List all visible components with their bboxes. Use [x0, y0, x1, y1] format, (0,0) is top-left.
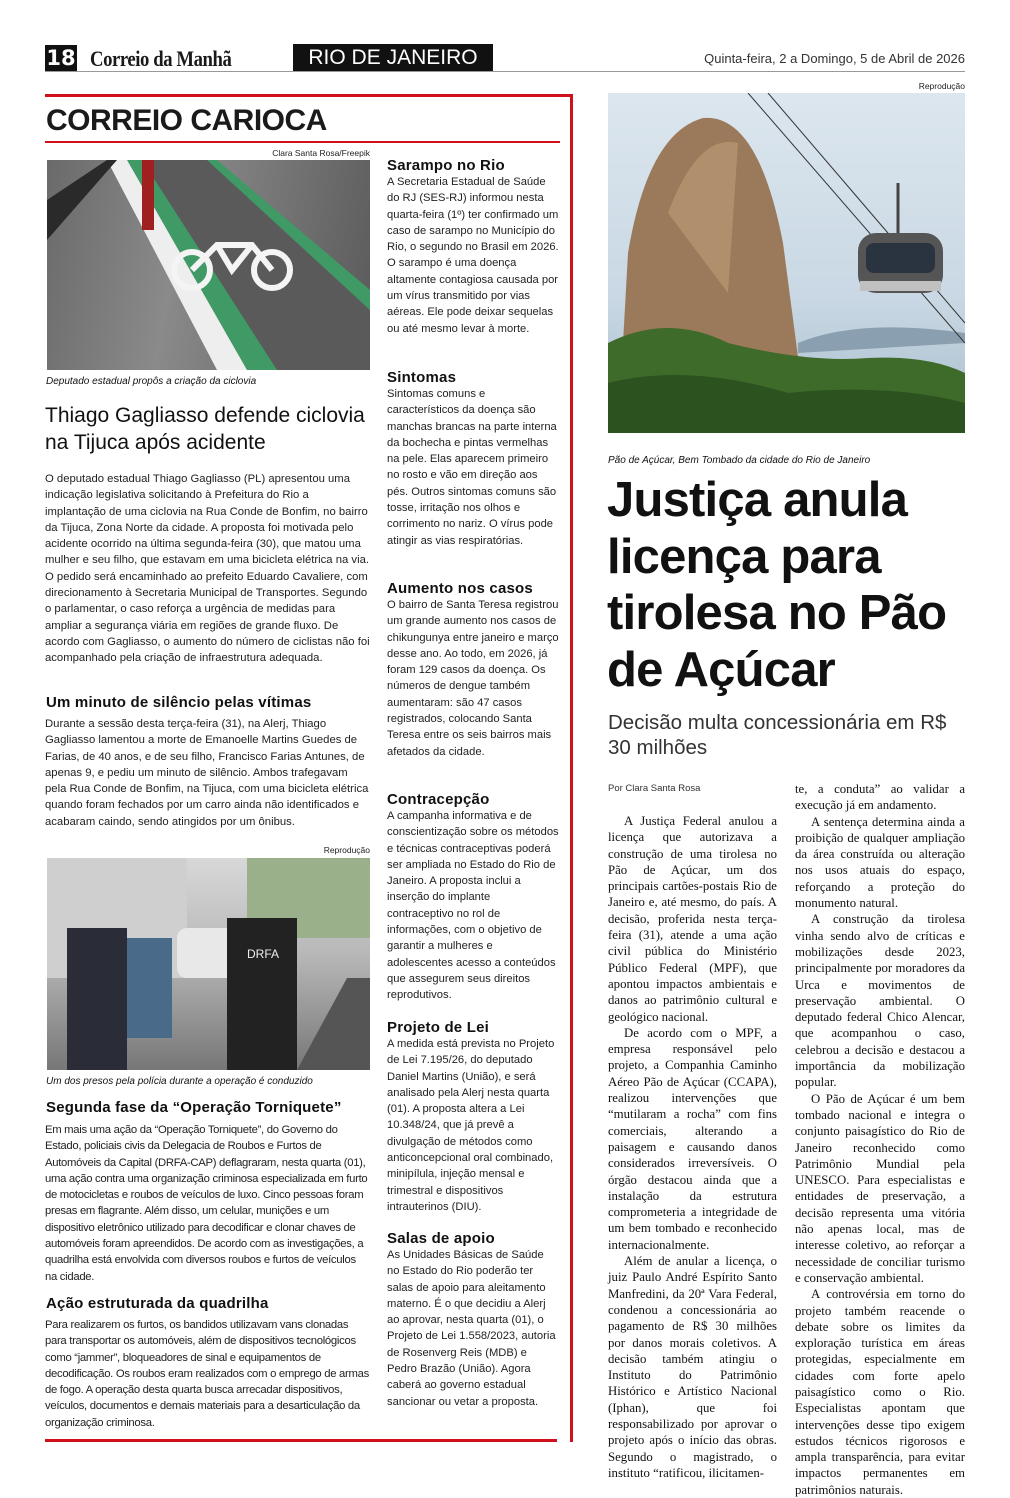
photo-credit: Reprodução	[323, 845, 370, 855]
column-title-rule	[45, 141, 560, 143]
note-text: A Secretaria Estadual de Saúde do RJ (SES-RJ) informou nesta quarta-feira (1º) ter confirmado um caso de sarampo no Município do Rio, o segundo no Brasil em 2026. O sarampo é uma doença altamente contagiosa causada por um vírus transmitido por vias aéreas. Ele pode deixar sequelas ou até mesmo levar à morte.	[387, 176, 559, 335]
note-title: Sintomas	[387, 369, 457, 386]
note-sintomas	[387, 369, 559, 580]
note-text: O bairro de Santa Teresa registrou um grande aumento nos casos de chikungunya entre janeiro e março desse ano. Ao todo, em 2026, já foram 129 casos da doença. Os números de dengue também aumentaram: são 47 casos registrados, colocando Santa Teresa entre os seis bairros mais afetados da cidade.	[387, 599, 559, 758]
notes-column	[387, 157, 559, 1410]
bike-lane-photo	[47, 160, 370, 370]
note-contracepcao	[387, 791, 559, 1019]
note-text: Sintomas comuns e característicos da doença são manchas brancas na parte interna da bochecha e pintas vermelhas na pele. Elas aparecem primeiro no rosto e vão em direção aos pés. Outros sintomas comuns são tosse, irritação nos olhos e corrimento no nariz. O vírus pode atingir as vias respiratórias.	[387, 388, 557, 547]
photo-caption: Um dos presos pela polícia durante a operação é conduzido	[46, 1076, 313, 1087]
story-headline: Thiago Gagliasso defende ciclovia na Tijuca após acidente	[45, 404, 365, 454]
article-paragraph: Além de anular a licença, o juiz Paulo André Espírito Santo Manfredini, da 20ª Vara Federal, condenou a concessionária ao pagamento de R$ 30 milhões por danos morais coletivos. A decisão também atingiu o Instituto do Patrimônio Histórico e Artístico Nacional (Iphan), que foi responsabilizado por aprovar o projeto após o início das obras. Segundo o magistrado, o instituto “ratificou, ilicitamen-	[608, 1254, 777, 1480]
box-border-top	[45, 94, 573, 97]
police-operation-photo	[47, 858, 370, 1070]
police-scene-illustration	[47, 858, 370, 1070]
story-body: Durante a sessão desta terça-feira (31), na Alerj, Thiago Gagliasso lamentou a morte de Emanoelle Martins Guedes de Farias, de 40 anos, e de seu filho, Francisco Farias Antunes, de apenas 9, e pediu um minuto de silêncio. Ambos trafegavam pela Rua Conde de Bonfim, na Tijuca, com uma bicicleta elétrica quando foram fechados por um carro ainda não identificados e acabaram caindo, sendo atingidos por um ônibus.	[45, 718, 369, 828]
sugarloaf-illustration	[608, 93, 965, 433]
vest-text: DRFA	[247, 947, 280, 961]
box-border-right	[570, 94, 573, 1442]
note-title: Projeto de Lei	[387, 1019, 489, 1036]
note-text: As Unidades Básicas de Saúde no Estado do Rio poderão ter salas de apoio para aleitamento materno. É o que decidiu a Alerj ao aprovar, nesta quarta (01), o Projeto de Lei 1.558/2023, autoria de Rosenverg Reis (MDB) e Pedro Brazão (União). Agora caberá ao governo estadual sancionar ou vetar a proposta.	[387, 1249, 556, 1408]
header-divider	[45, 71, 965, 72]
masthead-logo: Correio da Manhã	[90, 46, 232, 71]
note-title: Sarampo no Rio	[387, 157, 505, 174]
article-paragraph: A construção da tirolesa vinha sendo alvo de críticas e mobilizações desde 2023, principalmente por moradores da Urca e movimentos de preservação ambiental. O deputado federal Chico Alencar, que acompanhou o caso, celebrou a decisão e destacou a importância da mobilização popular.	[795, 912, 965, 1090]
story-body: Para realizarem os furtos, os bandidos utilizavam vans clonadas para transportar os automóveis, além de dispositivos tecnológicos como “jammer”, bloqueadores de sinal e equipamentos de decodificação. Os roubos eram realizados com o emprego de armas de fogo. A operação desta quarta busca arrecadar dispositivos, veículos, documentos e demais materiais para a desarticulação da organização criminosa.	[45, 1319, 369, 1429]
note-text: A medida está prevista no Projeto de Lei 7.195/26, do deputado Daniel Martins (União), e será analisado pela Alerj nesta quarta (01). A proposta altera a Lei 10.348/24, que já prevê a divulgação de métodos como anticoncepcional oral combinado, minipílula, injeção mensal e trimestral e dispositivos intrauterinos (DIU).	[387, 1038, 555, 1213]
photo-credit: Reprodução	[918, 81, 965, 91]
page-number: 18	[46, 46, 76, 70]
article-paragraph: O Pão de Açúcar é um bem tombado nacional e integra o conjunto paisagístico do Rio de Janeiro reconhecido como Patrimônio Mundial pela UNESCO. Para especialistas e entidades de preservação, a decisão representa uma vitória não apenas local, mas de interesse coletivo, ao reforçar a necessidade de conciliar turismo e conservação ambiental.	[795, 1091, 965, 1285]
edition-date: Quinta-feira, 2 a Domingo, 5 de Abril de 2026	[704, 51, 965, 66]
story-subhead: Segunda fase da “Operação Torniquete”	[46, 1099, 342, 1116]
article-paragraph: A Justiça Federal anulou a licença que autorizava a construção de uma tirolesa no Pão de Açúcar, um dos principais cartões-postais Rio de Janeiro e, até mesmo, do país. A decisão, proferida nesta terça-feira (31), atende a uma ação civil pública do Ministério Público Federal (MPF), que apontou impactos ambientais e danos ao patrimônio cultural e geológico nacional.	[608, 814, 777, 1024]
article-column-1	[608, 813, 777, 1481]
note-projeto	[387, 1019, 559, 1230]
story-body: Em mais uma ação da “Operação Torniquete”, do Governo do Estado, policiais civis da Delegacia de Roubos e Furtos de Automóveis da Capital (DRFA-CAP) deflagraram, nesta quarta (01), uma ação contra uma organização criminosa especializada em furto de motocicletas e roubos de veículos de luxo. Cinco pessoas foram presas em flagrante. Além disso, um celular, munições e um dispositivo eletrônico utilizado para decodificar e clonar chaves de automóveis foram apreendidos. De acordo com as investigações, a quadrilha está envolvida com diversos roubos e furtos de veículos na cidade.	[45, 1124, 368, 1283]
sugarloaf-photo	[608, 93, 965, 433]
article-paragraph: De acordo com o MPF, a empresa responsável pelo projeto, a Companhia Caminho Aéreo Pão de Açúcar (CCAPA), realizou intervenções que “mutilaram a rocha” com fins comerciais, alterando a paisagem e causando danos considerados irreversíveis. O órgão destacou ainda que a instalação da estrutura comprometeria a integridade de um bem tombado e reconhecido internacionalmente.	[608, 1025, 777, 1252]
byline: Por Clara Santa Rosa	[608, 783, 701, 794]
article-paragraph: A sentença determina ainda a proibição de qualquer ampliação da área construída ou alteração nos usos atuais do espaço, reforçando a proteção do monumento natural.	[795, 814, 965, 911]
photo-credit: Clara Santa Rosa/Freepik	[272, 148, 370, 158]
note-title: Contracepção	[387, 791, 490, 808]
article-column-2	[795, 781, 965, 1498]
note-title: Aumento nos casos	[387, 580, 533, 597]
note-aumento	[387, 580, 559, 791]
cable-car-icon	[858, 183, 943, 293]
note-sarampo	[387, 157, 559, 369]
story-subhead: Ação estruturada da quadrilha	[46, 1295, 269, 1312]
note-title: Salas de apoio	[387, 1230, 495, 1247]
bike-lane-illustration	[47, 160, 370, 370]
article-paragraph: A controvérsia em torno do projeto também reacende o debate sobre os limites da exploração turística em áreas protegidas, especialmente em cidades com forte apelo paisagístico como o Rio. Especialistas apontam que intervenções desse tipo exigem estudos técnicos rigorosos e ampla transparência, para evitar impactos permanentes em patrimônios naturais.	[795, 1287, 965, 1497]
main-headline: Justiça anula licença para tirolesa no Pão de Açúcar	[607, 473, 947, 697]
note-text: A campanha informativa e de conscientização sobre os métodos e técnicas contraceptivas poderá ser ampliada no Estado do Rio de Janeiro. A proposta inclui a inserção do implante contraceptivo no rol de informações, com o objetivo de garantir a mulheres e adolescentes acesso a conteúdos que assegurem seus direitos reprodutivos.	[387, 810, 559, 1002]
story-subhead: Um minuto de silêncio pelas vítimas	[46, 694, 312, 711]
note-salas	[387, 1230, 559, 1410]
box-border-bottom	[45, 1439, 557, 1442]
story-body: O deputado estadual Thiago Gagliasso (PL) apresentou uma indicação legislativa solicitando à Prefeitura do Rio a implantação de uma ciclovia na Rua Conde de Bonfim, no bairro da Tijuca, Zona Norte da cidade. A proposta foi motivada pelo acidente ocorrido na última segunda-feira (30), que matou uma mulher e seu filho, que estavam em uma bicicleta elétrica na via. O pedido será encaminhado ao prefeito Eduardo Cavaliere, com direcionamento à Secretaria Municipal de Transportes. Segundo o parlamentar, o caso reforça a urgência de medidas para ampliar a segurança viária em regiões de grande fluxo. De acordo com Gagliasso, o aumento do número de ciclistas não foi acompanhado pela criação de infraestrutura adequada.	[45, 473, 370, 665]
photo-caption: Deputado estadual propôs a criação da ciclovia	[46, 376, 257, 387]
main-subheadline: Decisão multa concessionária em R$ 30 milhões	[608, 711, 947, 759]
article-paragraph: te, a conduta” ao validar a execução já em andamento.	[795, 782, 965, 813]
column-title: CORREIO CARIOCA	[46, 104, 327, 137]
photo-caption: Pão de Açúcar, Bem Tombado da cidade do Rio de Janeiro	[608, 455, 871, 466]
section-label: RIO DE JANEIRO	[293, 44, 493, 71]
